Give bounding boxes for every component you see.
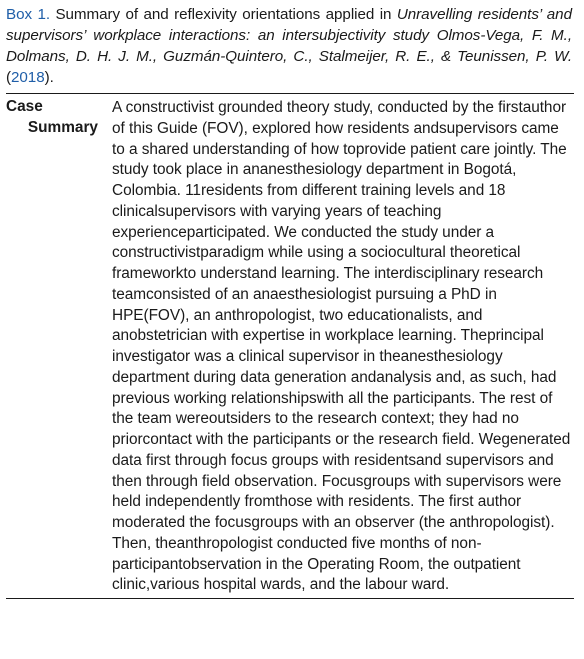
summary-line: groups with an observer (the anthropologist). Then, the [112,514,555,552]
summary-line: anesthesiology department during data generation and [112,348,503,386]
caption-year-link[interactable]: 2018 [11,69,45,86]
summary-line: anesthesiology department in Bogotá, Colombia. 11 [112,161,517,199]
row-heading [6,97,104,596]
summary-line: anthropologist conducted five months of non-participant [112,534,482,573]
summary-line: those with residents. The first author moderated the focus [112,493,522,531]
box-container [6,0,574,599]
summary-line: observation in the Operating Room, the outpatient clinic, [112,555,521,594]
summary-line: consisted of an anaesthesiologist pursuing a PhD in HPE [112,285,497,324]
summary-line: obstetrician with expertise in workplace learning. The [129,327,488,345]
summary-line: residents from different training levels and 18 clinical [112,182,506,220]
summary-line: A constructivist grounded theory study, conducted by the first [112,99,523,116]
summary-line: principal investigator was a clinical supervisor in the [112,327,544,365]
caption-year-open: ( [6,69,12,86]
summary-line: author of this Guide (FOV), explored how residents and [112,99,567,137]
summary-line: supervisors came to a shared understanding of how to [112,119,559,158]
row-heading-line-2: Summary [27,118,98,136]
box-label: Box 1. [6,6,51,23]
summary-line: contact with the participants or the research field. We [142,431,502,448]
summary-line: groups with supervisors were held independently from [112,472,562,511]
summary-line: to understand learning. The interdisciplinary research team [112,265,544,303]
summary-line: various hospital wards, and the labour ward. [150,576,450,594]
caption-citation-text: Unravelling residents’ and supervisors’ workplace interactions: an intersubjectivity study Olmos-Vega, F. M., Dolmans, D. H. J. M., Guzmán-Quintero, C., Stalmeijer, R. E., & Teunissen, P. W. [6,6,572,65]
caption-plain-text: Summary of and reflexivity orientations applied in [50,6,397,23]
summary-line: analysis and, as such, had previous working relationships [112,368,557,407]
caption-year-close: ). [44,69,54,86]
summary-line: generated data first through focus groups with residents [112,431,571,469]
summary-line: outsiders to the research context; they had no prior [112,410,519,448]
box-caption [6,4,574,91]
bottom-rule [6,598,574,599]
case-summary-row [6,98,574,596]
summary-line: provide patient care jointly. The study took place in an [112,140,567,179]
caption-rule [6,93,574,94]
row-heading-line-1: Case [6,98,43,115]
summary-line: (FOV), an anthropologist, two educationalists, and an [112,306,483,345]
summary-line: participated. We conducted the study under a constructivist [112,223,495,262]
summary-line: and supervisors and then through field observation. Focus [112,451,554,490]
summary-line: supervisors with varying years of teaching experience [112,202,442,241]
summary-line: with all the participants. The rest of the team were [112,389,553,428]
summary-line: paradigm while using a sociocultural theoretical framework [112,244,521,282]
row-body [104,98,574,596]
